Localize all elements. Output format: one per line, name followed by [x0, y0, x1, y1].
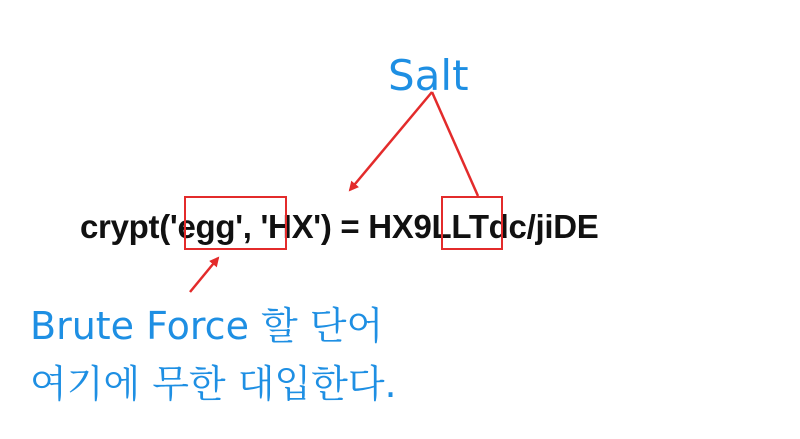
hash-salt-prefix: HX — [368, 208, 414, 245]
salt-label: Salt — [388, 51, 469, 100]
brute-force-note-line-1: Brute Force 할 단어 — [30, 304, 384, 348]
brute-force-note-line-2: 여기에 무한 대입한다. — [30, 362, 397, 406]
crypt-salt-argument: , 'HX') = — [242, 208, 369, 245]
hash-remainder: 9LLTdc/jiDE — [413, 208, 599, 245]
crypt-word-argument: 'egg' — [169, 208, 243, 245]
crypt-prefix: crypt( — [80, 208, 170, 245]
salt-to-argument-arrow — [350, 92, 432, 190]
salt-to-hash-line — [432, 92, 478, 196]
note-to-word-arrow — [190, 258, 218, 292]
